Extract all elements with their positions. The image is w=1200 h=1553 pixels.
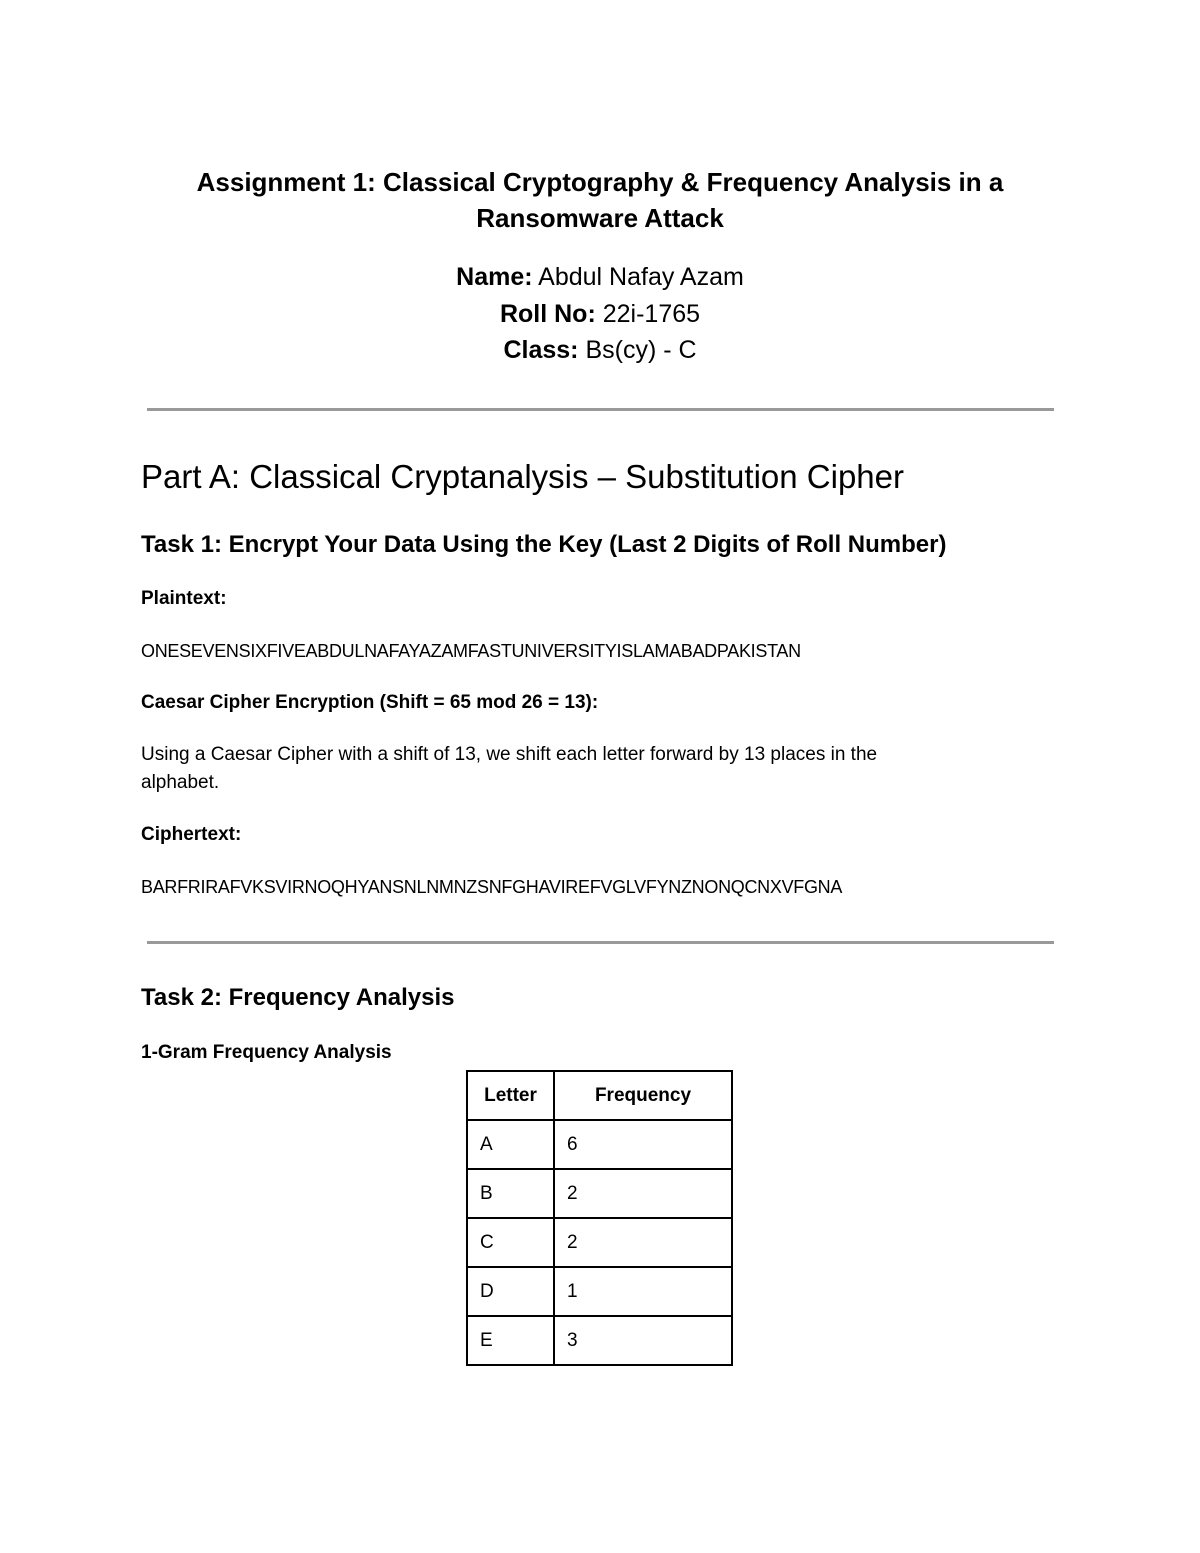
cell-letter: A <box>467 1120 554 1169</box>
cell-letter: C <box>467 1218 554 1267</box>
table-row <box>467 1316 732 1365</box>
class-line <box>0 332 1200 368</box>
frequency-table <box>466 1070 733 1366</box>
caesar-desc-line-2: alphabet. <box>141 772 220 793</box>
ciphertext-label: Ciphertext: <box>141 824 242 845</box>
cell-frequency: 3 <box>554 1316 732 1365</box>
cell-frequency: 1 <box>554 1267 732 1316</box>
part-a-heading: Part A: Classical Cryptanalysis – Substitution Cipher <box>141 458 904 495</box>
caesar-desc-line-1: Using a Caesar Cipher with a shift of 13, we shift each letter forward by 13 places in the <box>141 744 878 765</box>
plaintext-label: Plaintext: <box>141 588 227 609</box>
class-value: Bs(cy) - C <box>585 336 697 364</box>
title-line-1: Assignment 1: Classical Cryptography & Frequency Analysis in a <box>196 167 1004 197</box>
class-label: Class: <box>503 336 579 364</box>
name-line <box>0 259 1200 295</box>
caesar-label: Caesar Cipher Encryption (Shift = 65 mod 26 = 13): <box>141 692 599 713</box>
name-label: Name: <box>456 263 533 291</box>
table-header-row <box>467 1071 732 1120</box>
onegram-subheading: 1-Gram Frequency Analysis <box>141 1042 392 1063</box>
table-row <box>467 1267 732 1316</box>
table-row <box>467 1120 732 1169</box>
header-frequency: Frequency <box>554 1071 732 1120</box>
title-line-2: Ransomware Attack <box>476 203 724 233</box>
caesar-description <box>141 741 1041 797</box>
plaintext-value: ONESEVENSIXFIVEABDULNAFAYAZAMFASTUNIVERSITYISLAMABADPAKISTAN <box>141 641 801 661</box>
task1-heading: Task 1: Encrypt Your Data Using the Key (Last 2 Digits of Roll Number) <box>141 531 947 558</box>
roll-line <box>0 296 1200 332</box>
header-letter: Letter <box>467 1071 554 1120</box>
cell-frequency: 6 <box>554 1120 732 1169</box>
table-row <box>467 1218 732 1267</box>
cell-letter: E <box>467 1316 554 1365</box>
task2-heading: Task 2: Frequency Analysis <box>141 984 455 1011</box>
cell-frequency: 2 <box>554 1169 732 1218</box>
document-title <box>0 164 1200 236</box>
cell-frequency: 2 <box>554 1218 732 1267</box>
divider-2 <box>147 941 1054 944</box>
cell-letter: B <box>467 1169 554 1218</box>
divider-1 <box>147 408 1054 411</box>
roll-label: Roll No: <box>499 300 596 328</box>
cell-letter: D <box>467 1267 554 1316</box>
table-row <box>467 1169 732 1218</box>
roll-value: 22i-1765 <box>602 300 701 328</box>
name-value: Abdul Nafay Azam <box>538 263 744 291</box>
ciphertext-value: BARFRIRAFVKSVIRNOQHYANSNLNMNZSNFGHAVIREFVGLVFYNZNONQCNXVFGNA <box>141 877 843 897</box>
